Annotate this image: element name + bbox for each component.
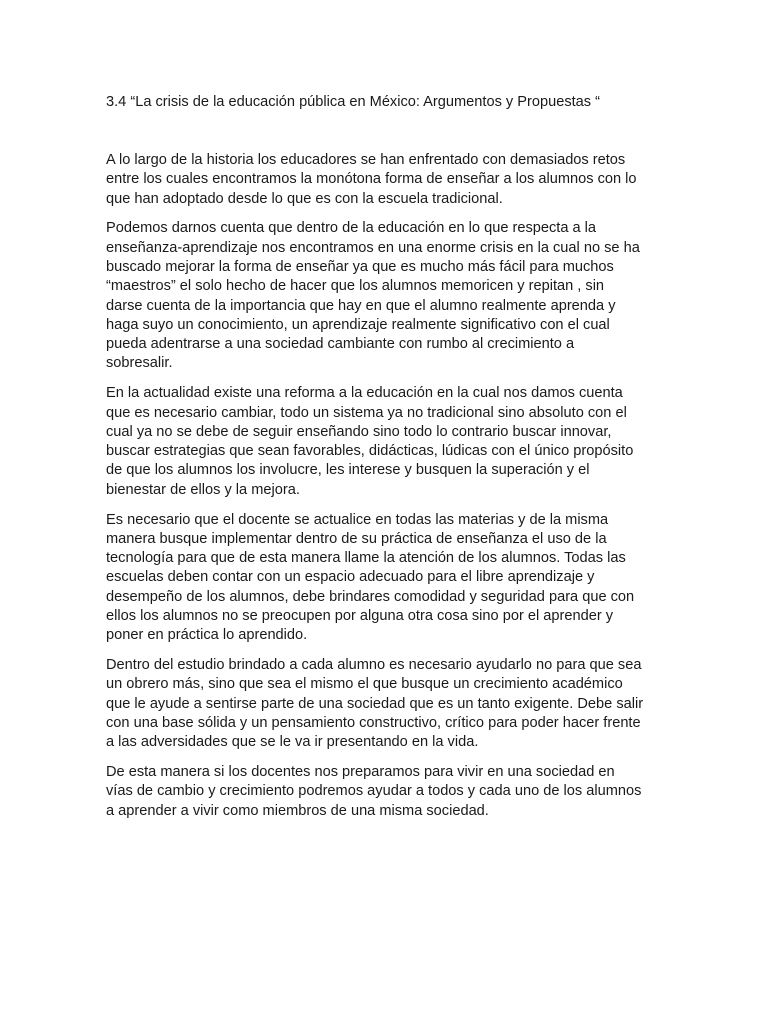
paragraph-2: Podemos darnos cuenta que dentro de la educación en lo que respecta a la enseñanza-aprendizaje nos encontramos en una enorme crisis en la cual no se ha buscado mejorar la forma de enseñar ya que es mucho más fácil para muchos “maestros” el solo hecho de hacer que los alumnos memoricen y repitan , sin darse cuenta de la importancia que hay en que el alumno realmente aprenda y haga suyo un conocimiento, un aprendizaje realmente significativo con el cual pueda adentrarse a una sociedad cambiante con rumbo al crecimiento a sobresalir.	[106, 220, 640, 372]
paragraph-5: Dentro del estudio brindado a cada alumno es necesario ayudarlo no para que sea un obrero más, sino que sea el mismo el que busque un crecimiento académico que le ayude a sentirse parte de una sociedad que es un tanto exigente. Debe salir con una base sólida y un pensamiento constructivo, crítico para poder hacer frente a las adversidades que se le va ir presentando en la vida.	[106, 657, 644, 751]
paragraph-6: De esta manera si los docentes nos preparamos para vivir en una sociedad en vías de cambio y crecimiento podremos ayudar a todos y cada uno de los alumnos a aprender a vivir como miembros de una misma sociedad.	[106, 764, 642, 819]
document-body	[106, 151, 690, 832]
paragraph-1: A lo largo de la historia los educadores se han enfrentado con demasiados retos entre los cuales encontramos la monótona forma de enseñar a los alumnos con lo que han adoptado desde lo que es con la escuela tradicional.	[106, 152, 637, 207]
paragraph-4: Es necesario que el docente se actualice en todas las materias y de la misma manera busque implementar dentro de su práctica de enseñanza el uso de la tecnología para que de esta manera llame la atención de los alumnos. Todas las escuelas deben contar con un espacio adecuado para el libre aprendizaje y desempeño de los alumnos, debe brindares comodidad y seguridad para que con ellos los alumnos no se preocupen por alguna otra cosa sino por el aprender y poner en práctica lo aprendido.	[106, 511, 635, 644]
paragraph-3: En la actualidad existe una reforma a la educación en la cual nos damos cuenta que es necesario cambiar, todo un sistema ya no tradicional sino absoluto con el cual ya no se debe de seguir enseñando sino todo lo contrario buscar innovar, buscar estrategias que sean favorables, didácticas, lúdicas con el único propósito de que los alumnos los involucre, les interese y busquen la superación y el bienestar de ellos y la mejora.	[106, 385, 634, 498]
document-title: 3.4 “La crisis de la educación pública en México: Argumentos y Propuestas “	[106, 94, 601, 110]
